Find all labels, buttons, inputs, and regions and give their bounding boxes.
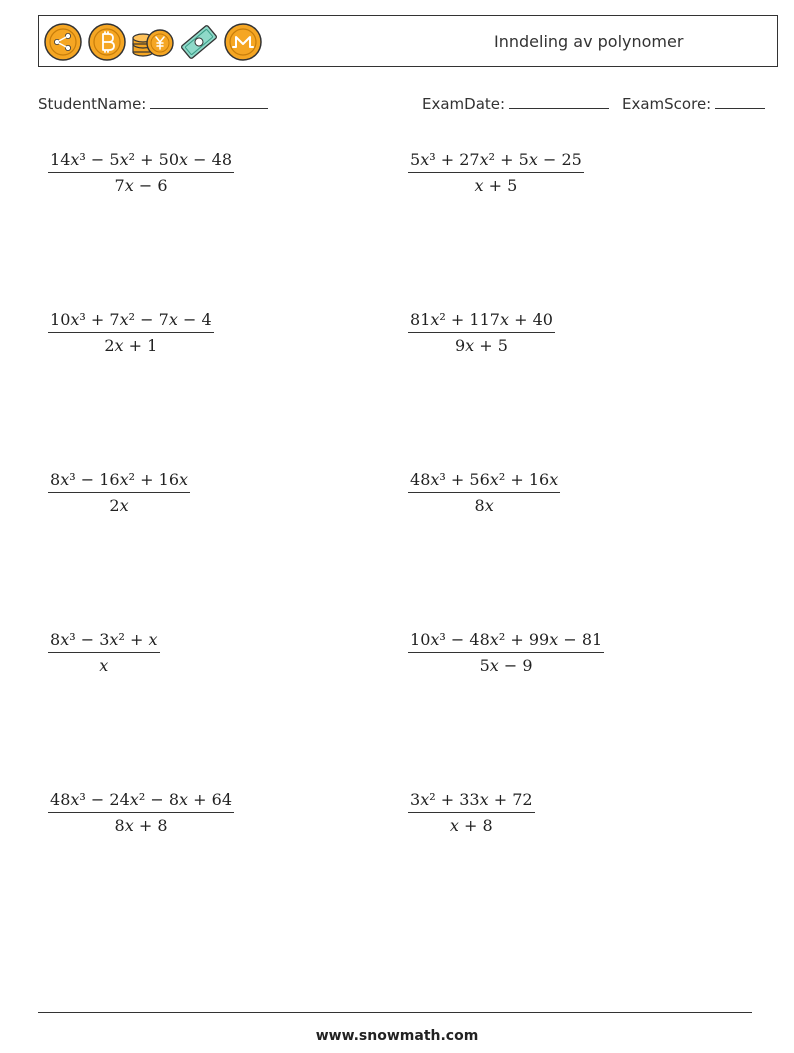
problem-denominator: 2x + 1 [104, 336, 158, 355]
problem-8 [408, 630, 604, 675]
problem-numerator: 3x² + 33x + 72 [408, 790, 535, 813]
problem-numerator: 81x² + 117x + 40 [408, 310, 555, 333]
footer-website[interactable]: www.snowmath.com [315, 1028, 479, 1044]
problem-denominator: x [99, 656, 109, 675]
problem-5 [48, 470, 190, 515]
problem-9 [48, 790, 234, 835]
problem-denominator: 7x − 6 [114, 176, 168, 195]
student-name-field[interactable] [38, 92, 268, 113]
problem-4 [408, 310, 555, 355]
problem-numerator: 14x³ − 5x² + 50x − 48 [48, 150, 234, 173]
exam-score-blank[interactable] [715, 92, 765, 109]
header-box [38, 15, 778, 67]
worksheet-title: Inndeling av polynomer [494, 32, 684, 51]
problem-10 [408, 790, 535, 835]
footer-divider [38, 1012, 752, 1013]
exam-score-field[interactable] [622, 92, 765, 113]
problem-numerator: 10x³ + 7x² − 7x − 4 [48, 310, 214, 333]
exam-date-field[interactable] [422, 92, 609, 113]
problem-denominator: x + 5 [474, 176, 518, 195]
problem-numerator: 8x³ − 16x² + 16x [48, 470, 190, 493]
problem-denominator: 2x [109, 496, 129, 515]
problem-numerator: 8x³ − 3x² + x [48, 630, 160, 653]
problem-denominator: 5x − 9 [479, 656, 533, 675]
bitcoin-coin-icon [87, 22, 127, 62]
problem-numerator: 48x³ + 56x² + 16x [408, 470, 560, 493]
exam-score-label: ExamScore: [622, 95, 712, 113]
exam-date-label: ExamDate: [422, 95, 506, 113]
problem-6 [408, 470, 560, 515]
problem-7 [48, 630, 160, 675]
student-name-label: StudentName: [38, 95, 147, 113]
banknote-icon [179, 22, 219, 62]
student-info-row [38, 92, 778, 116]
problem-3 [48, 310, 214, 355]
problem-1 [48, 150, 234, 195]
problem-numerator: 48x³ − 24x² − 8x + 64 [48, 790, 234, 813]
problem-denominator: 8x [474, 496, 494, 515]
exam-date-blank[interactable] [509, 92, 609, 109]
problem-denominator: x + 8 [449, 816, 493, 835]
monero-coin-icon [223, 22, 263, 62]
problem-2 [408, 150, 584, 195]
problem-denominator: 9x + 5 [454, 336, 508, 355]
problem-numerator: 10x³ − 48x² + 99x − 81 [408, 630, 604, 653]
problem-numerator: 5x³ + 27x² + 5x − 25 [408, 150, 584, 173]
share-coin-icon [43, 22, 83, 62]
header-icons [43, 22, 263, 62]
problem-denominator: 8x + 8 [114, 816, 168, 835]
yen-coin-stack-icon [131, 22, 175, 62]
student-name-blank[interactable] [150, 92, 268, 109]
